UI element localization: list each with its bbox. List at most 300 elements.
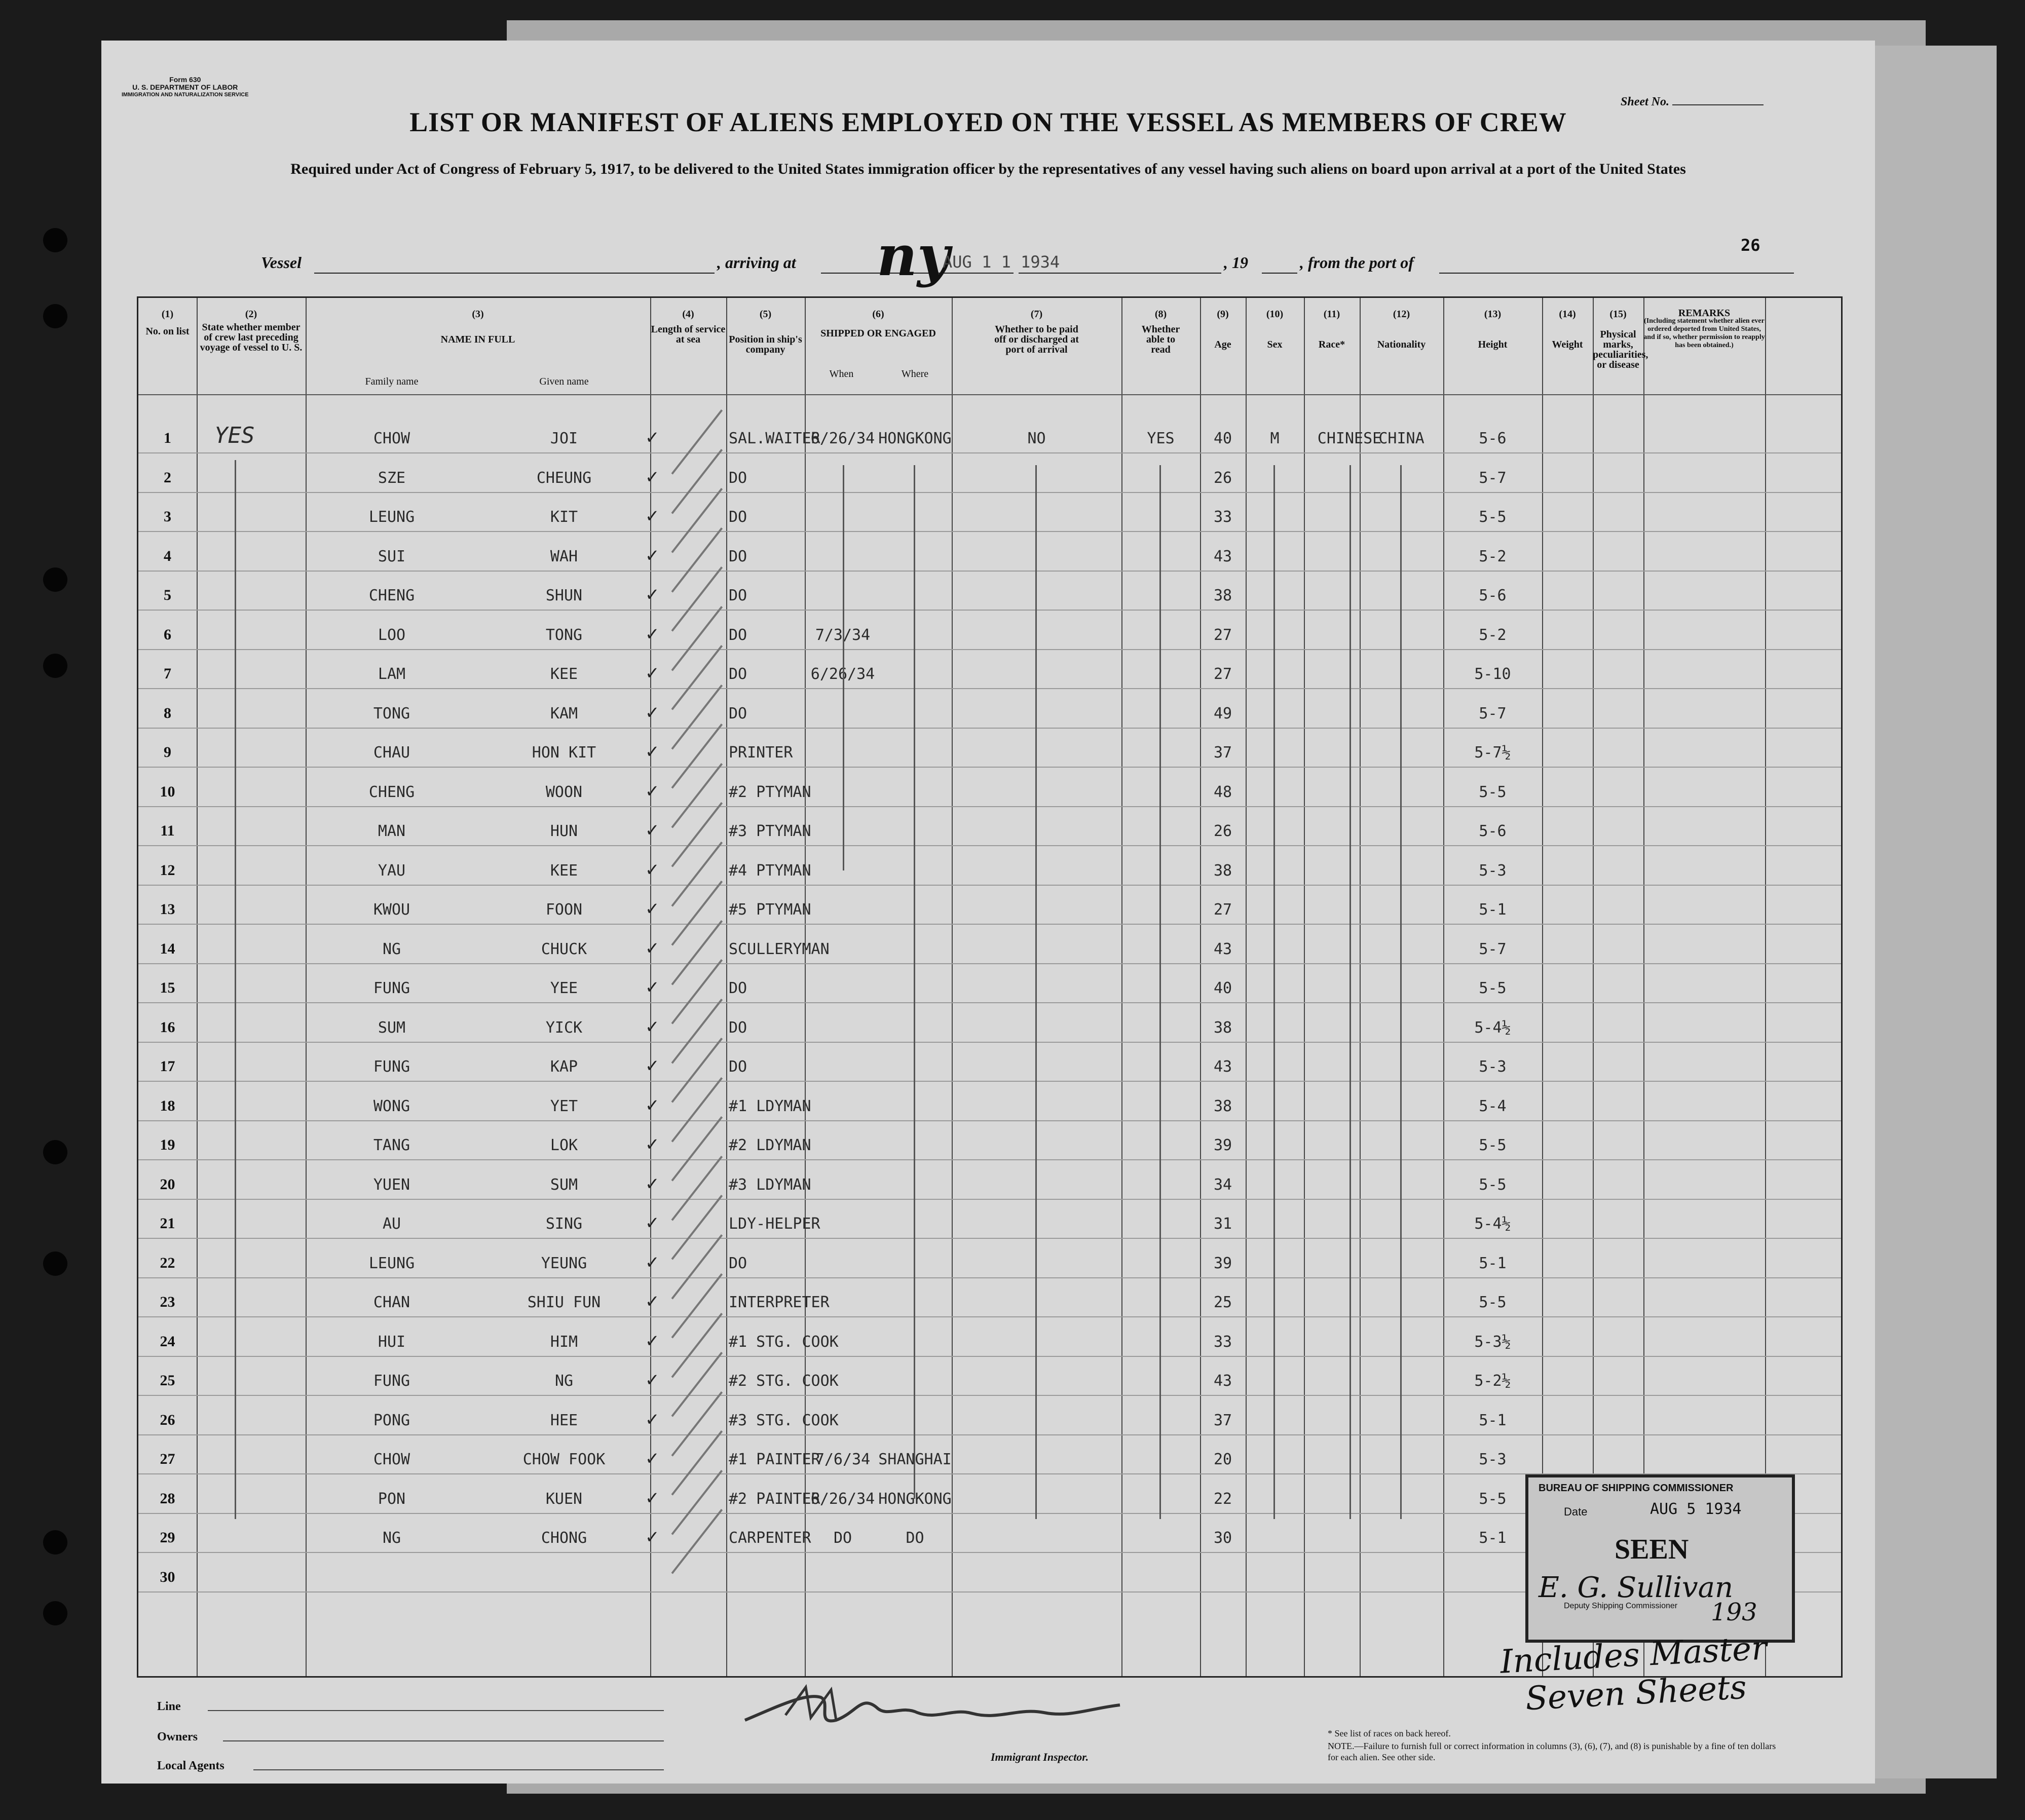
service-tick-stroke: [671, 1313, 723, 1378]
age: 30: [1213, 1529, 1232, 1547]
service-tick-stroke: [671, 724, 723, 789]
given-name: CHOW FOOK: [522, 1451, 606, 1468]
col-12-header: (12) Nationality: [1377, 309, 1426, 350]
family-name: NG: [382, 1529, 401, 1547]
given-name: CHUCK: [541, 940, 587, 958]
height: 5-5: [1479, 1176, 1507, 1194]
position: #4 PTYMAN: [729, 861, 811, 880]
position: #2 PAINTER: [729, 1490, 820, 1508]
service-tick-stroke: [671, 1116, 723, 1182]
year-label: , 19: [1224, 253, 1248, 272]
handwritten-note-sheets: Seven Sheets: [1524, 1669, 1748, 1718]
family-name: HUI: [378, 1333, 406, 1351]
family-name: CHAN: [373, 1294, 410, 1311]
ditto-stroke: [235, 460, 236, 1519]
check-mark-icon: ✓: [645, 742, 660, 762]
service-tick-stroke: [671, 1077, 723, 1143]
inspector-signature: [735, 1677, 1130, 1740]
service-tick-stroke: [671, 1156, 723, 1221]
height: 5-5: [1479, 508, 1507, 526]
row-number: 8: [164, 704, 171, 722]
age: 43: [1213, 547, 1232, 565]
col-5-header: (5) Position in ship's company: [729, 309, 802, 355]
age: 26: [1213, 822, 1232, 840]
binder-hole: [43, 1530, 67, 1554]
given-name: SING: [545, 1215, 583, 1233]
age: 38: [1213, 1097, 1232, 1115]
ditto-stroke: [1159, 465, 1161, 1519]
vessel-label: Vessel: [261, 253, 302, 272]
department: U. S. DEPARTMENT OF LABOR: [132, 83, 238, 91]
check-mark-icon: ✓: [645, 1528, 660, 1547]
check-mark-icon: ✓: [645, 664, 660, 683]
check-mark-icon: ✓: [645, 781, 660, 801]
position: DO: [729, 1058, 747, 1076]
height: 5-7½: [1474, 744, 1511, 762]
shipped-where: HONGKONG: [878, 430, 952, 447]
row-number: 15: [160, 979, 175, 996]
service-tick-stroke: [671, 763, 723, 828]
service-tick-stroke: [671, 999, 723, 1064]
row-number: 22: [160, 1254, 175, 1271]
check-mark-icon: ✓: [645, 1214, 660, 1233]
check-mark-icon: ✓: [645, 1449, 660, 1468]
race: CHINESE: [1317, 430, 1382, 447]
service-tick-stroke: [671, 566, 723, 632]
given-name: HEE: [550, 1411, 578, 1429]
row-number: 23: [160, 1294, 175, 1310]
binder-hole: [43, 1252, 67, 1276]
given-name: YICK: [545, 1018, 583, 1037]
age: 43: [1213, 1058, 1232, 1076]
position: DO: [729, 626, 747, 644]
height: 5-5: [1479, 979, 1507, 997]
when-header: When: [829, 368, 854, 380]
local-agents-label: Local Agents: [157, 1759, 224, 1772]
age: 27: [1213, 901, 1232, 919]
ditto-stroke: [1035, 465, 1037, 1519]
age: 27: [1213, 665, 1232, 683]
age: 40: [1213, 430, 1232, 447]
family-name: TONG: [373, 704, 410, 723]
height: 5-5: [1479, 1294, 1507, 1311]
races-note: * See list of races on back hereof.: [1328, 1728, 1451, 1738]
manifest-sheet: [101, 41, 1875, 1784]
age: 31: [1213, 1215, 1232, 1233]
position: #1 LDYMAN: [729, 1097, 811, 1115]
form-identifier: [122, 76, 249, 99]
row-number: 6: [164, 626, 171, 643]
height: 5-5: [1479, 783, 1507, 801]
given-name: KUEN: [545, 1490, 583, 1508]
check-mark-icon: ✓: [645, 1371, 660, 1390]
height: 5-1: [1479, 1254, 1507, 1272]
family-name: PONG: [373, 1411, 410, 1429]
row-number: 29: [160, 1529, 175, 1546]
position: #3 STG. COOK: [729, 1411, 839, 1429]
age: 43: [1213, 940, 1232, 958]
check-mark-icon: ✓: [645, 938, 660, 958]
check-mark-icon: ✓: [645, 703, 660, 723]
ditto-stroke: [1273, 465, 1275, 1519]
given-name: CHEUNG: [536, 469, 592, 487]
footnote: NOTE.—Failure to furnish full or correct information in columns (3), (6), (7), and (8) is punishable by a fine of ten dollars for each alien. See other side.: [1328, 1741, 1776, 1762]
age: 33: [1213, 508, 1232, 526]
position: #2 PTYMAN: [729, 783, 811, 801]
position: DO: [729, 547, 747, 565]
age: 37: [1213, 744, 1232, 762]
height: 5-3: [1479, 1451, 1507, 1468]
age: 38: [1213, 587, 1232, 604]
col-13-header: (13) Height: [1478, 309, 1508, 350]
binder-hole: [43, 654, 67, 678]
col-3-header: (3) NAME IN FULL: [440, 309, 515, 345]
position: #3 LDYMAN: [729, 1176, 811, 1194]
service-tick-stroke: [671, 802, 723, 867]
page-title: LIST OR MANIFEST OF ALIENS EMPLOYED ON THE VESSEL AS MEMBERS OF CREW: [409, 107, 1567, 137]
ditto-stroke: [843, 465, 844, 870]
nationality: CHINA: [1378, 430, 1424, 447]
service-tick-stroke: [671, 1038, 723, 1103]
family-name: SUM: [378, 1018, 406, 1037]
service-tick-stroke: [671, 1509, 723, 1574]
shipping-commissioner-stamp: BUREAU OF SHIPPING COMMISSIONER Date AUG 5 1934 SEEN E. G. Sullivan Deputy Shipping Commissioner 193: [1525, 1474, 1795, 1643]
row-number: 24: [160, 1333, 175, 1350]
check-mark-icon: ✓: [645, 860, 660, 880]
position: DO: [729, 979, 747, 997]
service-tick-stroke: [671, 1195, 723, 1260]
position: LDY-HELPER: [729, 1215, 820, 1233]
check-mark-icon: ✓: [645, 978, 660, 997]
shipped-when: 7/6/34: [815, 1451, 871, 1468]
given-name: NG: [554, 1372, 574, 1390]
age: 43: [1213, 1372, 1232, 1390]
family-name: TANG: [373, 1136, 410, 1154]
col-7-header: (7) Whether to be paid off or discharged at port of arrival: [994, 309, 1079, 355]
position: #2 STG. COOK: [729, 1372, 839, 1390]
page-subtitle: Required under Act of Congress of February 5, 1917, to be delivered to the United States immigration officer by the representatives of any vessel having such aliens on board upon arrival at a port of the United States: [290, 161, 1686, 177]
arriving-port: ny: [877, 223, 950, 288]
given-name: KAP: [550, 1058, 578, 1076]
age: 27: [1213, 626, 1232, 644]
height: 5-6: [1479, 430, 1507, 447]
height: 5-2½: [1474, 1372, 1511, 1390]
family-name: CHENG: [368, 587, 415, 604]
family-name: SUI: [378, 547, 406, 565]
service-tick-stroke: [671, 1430, 723, 1496]
col-8-header: (8) Whether able to read: [1141, 309, 1180, 355]
ditto-stroke: [914, 465, 915, 1499]
family-name: PON: [378, 1490, 406, 1508]
row-number: 30: [160, 1568, 175, 1585]
height: 5-3: [1479, 861, 1507, 880]
service-tick-stroke: [671, 606, 723, 671]
family-name: FUNG: [373, 1058, 410, 1076]
row-number: 27: [160, 1451, 175, 1467]
family-name: FUNG: [373, 979, 410, 997]
shipped-where: SHANGHAI: [878, 1451, 952, 1468]
able-to-read: YES: [1147, 430, 1175, 447]
row-number: 1: [164, 430, 171, 446]
row-number: 11: [160, 822, 175, 839]
row-number: 19: [160, 1136, 175, 1153]
position: DO: [729, 1254, 747, 1272]
check-mark-icon: ✓: [645, 1174, 660, 1194]
service-tick-stroke: [671, 959, 723, 1025]
age: 48: [1213, 783, 1232, 801]
height: 5-2: [1479, 626, 1507, 644]
position: DO: [729, 665, 747, 683]
given-name: KEE: [550, 665, 578, 683]
service-tick-stroke: [671, 488, 723, 553]
inspector-label: Immigrant Inspector.: [991, 1751, 1089, 1763]
position: #5 PTYMAN: [729, 901, 811, 919]
shipped-when: 7/3/34: [815, 626, 871, 644]
handwritten-note-master: Includes Master: [1499, 1629, 1768, 1681]
row-number: 3: [164, 508, 171, 525]
sex: M: [1270, 430, 1280, 447]
position: SAL.WAITER: [729, 430, 820, 447]
check-mark-icon: ✓: [645, 899, 660, 919]
age: 38: [1213, 861, 1232, 880]
age: 22: [1213, 1490, 1232, 1508]
given-name: SHUN: [545, 587, 583, 604]
col-11-header: (11) Race*: [1318, 309, 1345, 350]
corner-number: 26: [1741, 236, 1760, 255]
service-tick-stroke: [671, 881, 723, 946]
height: 5-7: [1479, 704, 1507, 723]
arrival-date-stamp: AUG 1 1 1934: [943, 252, 1060, 272]
shipped-when: 6/26/34: [810, 430, 875, 447]
row-number: 7: [164, 665, 171, 682]
check-mark-icon: ✓: [645, 1095, 660, 1115]
age: 49: [1213, 704, 1232, 723]
age: 39: [1213, 1254, 1232, 1272]
arriving-label: , arriving at: [717, 253, 796, 272]
given-name: SUM: [550, 1176, 578, 1194]
ditto-stroke: [1400, 465, 1402, 1519]
age: 20: [1213, 1451, 1232, 1468]
position: INTERPRETER: [729, 1294, 830, 1311]
family-name: LEUNG: [368, 1254, 415, 1272]
row-number: 26: [160, 1411, 175, 1428]
col-10-header: (10) Sex: [1266, 309, 1284, 350]
check-mark-icon: ✓: [645, 467, 660, 487]
position: CARPENTER: [729, 1529, 811, 1547]
position: DO: [729, 587, 747, 604]
service-tick-stroke: [671, 409, 723, 475]
remarks-header: REMARKS (Including statement whether alien ever ordered deported from United States, and if so, whether permission to reapply has been obtained.): [1643, 308, 1765, 349]
position: DO: [729, 508, 747, 526]
family-name-header: Family name: [365, 376, 419, 387]
service-tick-stroke: [671, 842, 723, 907]
row-number: 16: [160, 1018, 175, 1036]
form-number: Form 630: [169, 75, 201, 84]
service-tick-stroke: [671, 920, 723, 985]
given-name: YET: [550, 1097, 578, 1115]
binder-hole: [43, 304, 67, 328]
age: 40: [1213, 979, 1232, 997]
row-number: 5: [164, 587, 171, 603]
check-mark-icon: ✓: [645, 507, 660, 526]
family-name: WONG: [373, 1097, 410, 1115]
previous-voyage: YES: [214, 423, 255, 448]
col-1-header: (1) No. on list: [145, 309, 190, 337]
owners-label: Owners: [157, 1730, 198, 1743]
position: #1 STG. COOK: [729, 1333, 839, 1351]
given-name: KAM: [550, 704, 578, 723]
ditto-stroke: [1349, 465, 1351, 1519]
given-name: HON KIT: [532, 744, 596, 762]
col-14-header: (14) Weight: [1552, 309, 1583, 350]
binder-hole: [43, 228, 67, 252]
height: 5-4½: [1474, 1018, 1511, 1037]
age: 39: [1213, 1136, 1232, 1154]
paid-off: NO: [1027, 430, 1046, 447]
row-number: 20: [160, 1176, 175, 1193]
position: #2 LDYMAN: [729, 1136, 811, 1154]
given-name: JOI: [550, 430, 578, 447]
service-tick-stroke: [671, 527, 723, 593]
row-number: 18: [160, 1097, 175, 1114]
given-name: YEUNG: [541, 1254, 587, 1272]
shipped-where: HONGKONG: [878, 1490, 952, 1508]
col-15-header: (15) Physical marks, peculiarities, or disease: [1593, 309, 1648, 370]
row-number: 17: [160, 1058, 175, 1075]
service: IMMIGRATION AND NATURALIZATION SERVICE: [122, 92, 249, 98]
height: 5-6: [1479, 822, 1507, 840]
from-port-label: , from the port of: [1300, 253, 1414, 272]
given-name: HIM: [550, 1333, 578, 1351]
row-number: 9: [164, 744, 171, 761]
col-6-header: (6) SHIPPED OR ENGAGED: [820, 309, 936, 339]
check-mark-icon: ✓: [645, 1292, 660, 1311]
position: DO: [729, 704, 747, 723]
given-name: WOON: [545, 783, 583, 801]
check-mark-icon: ✓: [645, 546, 660, 565]
given-name-header: Given name: [539, 376, 589, 387]
position: DO: [729, 1018, 747, 1037]
check-mark-icon: ✓: [645, 1135, 660, 1154]
age: 37: [1213, 1411, 1232, 1429]
row-number: 25: [160, 1372, 175, 1389]
col-4-header: (4) Length of service at sea: [651, 309, 726, 345]
given-name: FOON: [545, 901, 583, 919]
check-mark-icon: ✓: [645, 1410, 660, 1429]
family-name: KWOU: [373, 901, 410, 919]
height: 5-10: [1474, 665, 1511, 683]
col-2-header: (2) State whether member of crew last preceding voyage of vessel to U. S.: [200, 309, 303, 353]
height: 5-1: [1479, 901, 1507, 919]
service-tick-stroke: [671, 1391, 723, 1457]
family-name: FUNG: [373, 1372, 410, 1390]
family-name: MAN: [378, 822, 406, 840]
family-name: CHOW: [373, 430, 410, 447]
height: 5-3½: [1474, 1333, 1511, 1351]
given-name: WAH: [550, 547, 578, 565]
where-header: Where: [901, 368, 929, 380]
position: SCULLERYMAN: [729, 940, 830, 958]
position: DO: [729, 469, 747, 487]
row-number: 28: [160, 1490, 175, 1507]
height: 5-4: [1479, 1097, 1507, 1115]
height: 5-1: [1479, 1411, 1507, 1429]
family-name: CHAU: [373, 744, 410, 762]
age: 33: [1213, 1333, 1232, 1351]
service-tick-stroke: [671, 1273, 723, 1339]
height: 5-3: [1479, 1058, 1507, 1076]
row-number: 12: [160, 861, 175, 879]
crew-table: [137, 296, 1843, 1678]
binder-hole: [43, 1140, 67, 1164]
col-9-header: (9) Age: [1214, 309, 1231, 350]
given-name: KEE: [550, 861, 578, 880]
height: 5-7: [1479, 469, 1507, 487]
sheet-no: Sheet No.: [1621, 95, 1764, 109]
binder-hole: [43, 1601, 67, 1625]
check-mark-icon: ✓: [645, 624, 660, 644]
row-number: 13: [160, 901, 175, 918]
check-mark-icon: ✓: [645, 1253, 660, 1272]
service-tick-stroke: [671, 645, 723, 710]
position: #3 PTYMAN: [729, 822, 811, 840]
height: 5-2: [1479, 547, 1507, 565]
check-mark-icon: ✓: [645, 1331, 660, 1351]
check-mark-icon: ✓: [645, 585, 660, 604]
family-name: AU: [382, 1215, 401, 1233]
position: PRINTER: [729, 744, 793, 762]
check-mark-icon: ✓: [645, 428, 660, 447]
family-name: CHENG: [368, 783, 415, 801]
check-mark-icon: ✓: [645, 1488, 660, 1508]
shipped-when: 6/26/34: [810, 1490, 875, 1508]
family-name: SZE: [378, 469, 406, 487]
family-name: YUEN: [373, 1176, 410, 1194]
age: 34: [1213, 1176, 1232, 1194]
check-mark-icon: ✓: [645, 1017, 660, 1037]
age: 25: [1213, 1294, 1232, 1311]
given-name: TONG: [545, 626, 583, 644]
check-mark-icon: ✓: [645, 821, 660, 840]
row-number: 4: [164, 547, 171, 564]
given-name: CHONG: [541, 1529, 587, 1547]
binder-hole: [43, 567, 67, 592]
age: 26: [1213, 469, 1232, 487]
given-name: KIT: [550, 508, 578, 526]
height: 5-7: [1479, 940, 1507, 958]
row-number: 14: [160, 940, 175, 957]
height: 5-1: [1479, 1529, 1507, 1547]
family-name: NG: [382, 940, 401, 958]
position: #1 PAINTER: [729, 1451, 820, 1468]
service-tick-stroke: [671, 1470, 723, 1535]
row-number: 10: [160, 783, 175, 800]
height: 5-6: [1479, 587, 1507, 604]
check-mark-icon: ✓: [645, 1056, 660, 1076]
shipped-where: DO: [906, 1529, 924, 1547]
height: 5-5: [1479, 1490, 1507, 1508]
shipped-when: 6/26/34: [810, 665, 875, 683]
given-name: SHIU FUN: [527, 1294, 601, 1311]
given-name: LOK: [550, 1136, 578, 1154]
given-name: YEE: [550, 979, 578, 997]
service-tick-stroke: [671, 1352, 723, 1417]
family-name: LEUNG: [368, 508, 415, 526]
row-number: 21: [160, 1215, 175, 1232]
given-name: HUN: [550, 822, 578, 840]
row-number: 2: [164, 469, 171, 486]
age: 38: [1213, 1018, 1232, 1037]
